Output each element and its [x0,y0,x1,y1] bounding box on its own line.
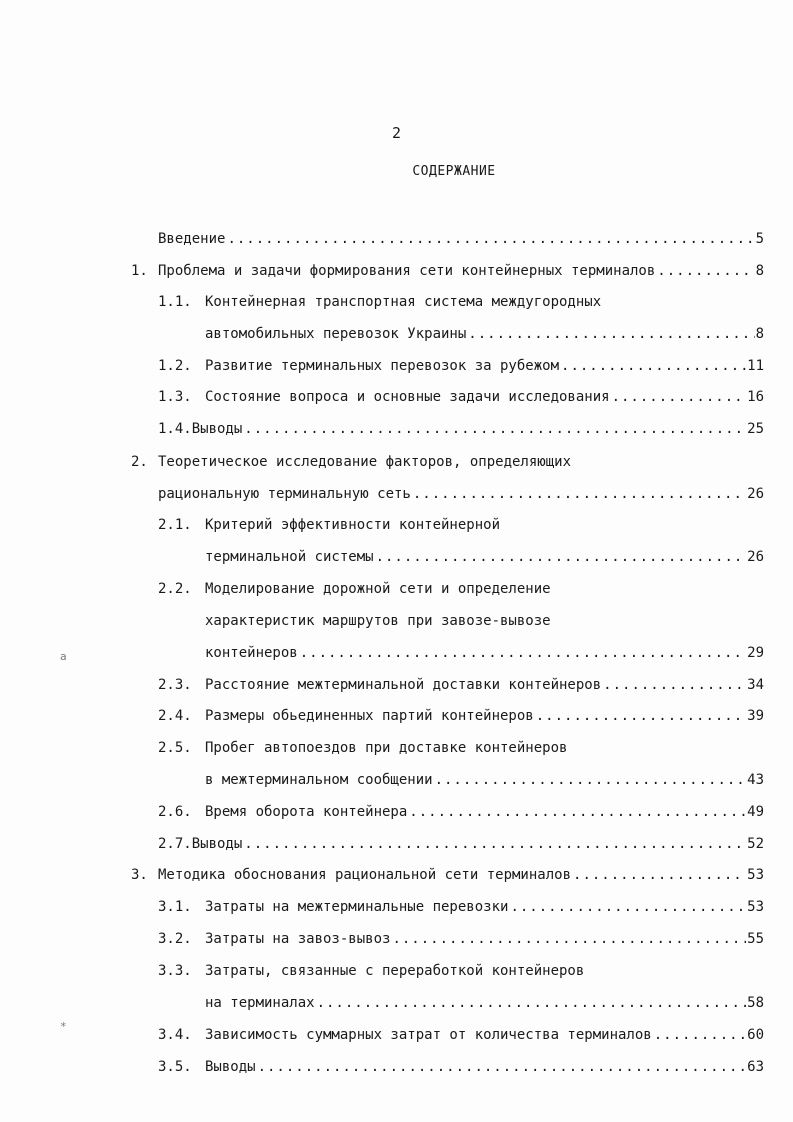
toc-entry-page: 55 [747,931,764,947]
toc-section-number: 3.2. [158,931,192,947]
toc-entry-title: Время оборота контейнера [205,804,408,820]
toc-entry-title: контейнеров [205,645,298,661]
toc-entry-page: 58 [747,995,764,1011]
toc-leader [603,674,746,696]
toc-section-number: 3.4. [158,1027,192,1043]
toc-entry-section-1-1 [205,323,764,345]
toc-entry-title: Развитие терминальных перевозок за рубежом [205,358,560,374]
toc-heading: СОДЕРЖАНИЕ [412,164,496,179]
toc-leader [468,323,754,345]
toc-entry-page: 52 [747,836,764,852]
toc-entry-section-1-2 [205,355,764,377]
toc-entry-title-line: Моделирование дорожной сети и определение [205,581,551,597]
toc-leader [413,483,746,505]
toc-leader [657,260,754,282]
toc-entry-section-3-1 [205,896,764,918]
toc-entry-title: Введение [158,231,226,247]
toc-entry-section-2-1 [205,546,764,568]
toc-entry-section-2-2 [205,642,764,664]
toc-leader [536,705,746,727]
toc-section-number: 2.6. [158,804,192,820]
toc-entry-page: 53 [747,899,764,915]
toc-entry-page: 63 [747,1059,764,1075]
toc-entry-page: 53 [747,867,764,883]
toc-entry-page: 43 [747,772,764,788]
toc-entry-title: автомобильных перевозок Украины [205,326,467,342]
toc-entry-title: на терминалах [205,995,315,1011]
toc-entry-title: в межтерминальном сообщении [205,772,433,788]
toc-entry-section-1-4 [158,418,764,440]
toc-entry-title: Методика обоснования рациональной сети терминалов [158,867,572,883]
toc-entry-page: 8 [755,326,764,342]
toc-chapter-number: 1. [131,263,148,279]
toc-entry-section-3-4 [205,1024,764,1046]
page-number: 2 [391,124,402,142]
toc-entry-page: 39 [747,708,764,724]
toc-section-number: 1.3. [158,389,192,405]
toc-entry-title: Выводы [205,1059,256,1075]
toc-entry-title: Расстояние межтерминальной доставки контейнеров [205,677,602,693]
toc-leader [258,1056,747,1078]
toc-section-number: 3.5. [158,1059,192,1075]
toc-leader [392,928,746,950]
toc-entry-title: терминальной системы [205,549,374,565]
toc-section-number: 2.3. [158,677,192,693]
toc-leader [317,992,747,1014]
toc-entry-title: Зависимость суммарных затрат от количества терминалов [205,1027,652,1043]
toc-entry-chapter-1 [158,260,764,282]
toc-entry-page: 8 [755,263,764,279]
toc-entry-title: Выводы [191,836,243,852]
toc-section-number: 3.1. [158,899,192,915]
toc-entry-chapter-3 [158,864,764,886]
toc-leader [409,801,746,823]
toc-section-number: 2.5. [158,740,192,756]
toc-entry-title: рациональную терминальную сеть [158,486,411,502]
toc-entry-section-3-5 [205,1056,764,1078]
toc-chapter-number: 3. [131,867,148,883]
toc-entry-page: 49 [747,804,764,820]
toc-entry-title-line: Затраты, связанные с переработкой контейнеров [205,963,585,979]
toc-entry-page: 5 [755,231,764,247]
toc-entry-chapter-2 [158,483,764,505]
toc-entry-title: Размеры обьединенных партий контейнеров [205,708,534,724]
toc-chapter-number: 2. [131,454,148,470]
toc-section-number: 2.7. [158,836,192,852]
toc-leader [244,833,746,855]
toc-leader [561,355,746,377]
toc-entry-page: 16 [747,389,764,405]
toc-section-number: 1.4. [158,421,192,437]
toc-entry-title-line: Теоретическое исследование факторов, определяющих [158,454,572,470]
toc-entry-title-line: характеристик маршрутов при завозе-вывозе [205,613,551,629]
toc-entry-title-line: Критерий эффективности контейнерной [205,517,501,533]
toc-leader [376,546,747,568]
toc-entry-page: 26 [747,549,764,565]
toc-entry-title-line: Пробег автопоездов при доставке контейнеров [205,740,568,756]
toc-entry-section-2-3 [205,674,764,696]
scan-speck: * [60,1020,67,1033]
toc-entry-section-2-4 [205,705,764,727]
toc-section-number: 2.1. [158,517,192,533]
toc-section-number: 2.2. [158,581,192,597]
toc-leader [510,896,746,918]
scan-speck: a [60,650,67,663]
toc-entry-section-2-6 [205,801,764,823]
toc-entry-section-3-3 [205,992,764,1014]
toc-entry-title: Затраты на межтерминальные перевозки [205,899,509,915]
toc-leader [612,386,747,408]
toc-entry-page: 25 [747,421,764,437]
toc-entry-title-line: Контейнерная транспортная система междугородных [205,294,602,310]
toc-leader [573,864,746,886]
toc-entry-page: 60 [747,1027,764,1043]
toc-entry-page: 26 [747,486,764,502]
toc-section-number: 1.1. [158,294,192,310]
toc-entry-page: 29 [747,645,764,661]
toc-section-number: 2.4. [158,708,192,724]
toc-section-number: 1.2. [158,358,192,374]
toc-entry-title: Проблема и задачи формирования сети контейнерных терминалов [158,263,656,279]
toc-leader [435,769,747,791]
toc-entry-section-2-5 [205,769,764,791]
toc-entry-section-1-3 [205,386,764,408]
toc-leader [300,642,746,664]
toc-entry-page: 34 [747,677,764,693]
toc-leader [654,1024,746,1046]
toc-leader [244,418,746,440]
toc-entry-title: Выводы [191,421,243,437]
toc-entry-section-3-2 [205,928,764,950]
toc-leader [227,228,754,250]
toc-entry-section-2-7 [158,833,764,855]
toc-entry-title: Затраты на завоз-вывоз [205,931,391,947]
toc-section-number: 3.3. [158,963,192,979]
toc-entry-page: 11 [747,358,764,374]
toc-entry-intro [158,228,764,250]
toc-entry-title: Состояние вопроса и основные задачи исследования [205,389,610,405]
